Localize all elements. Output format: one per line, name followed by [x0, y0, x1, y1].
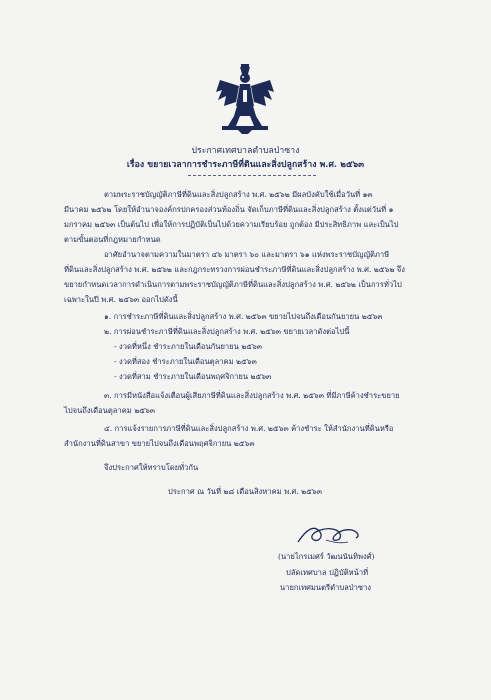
divider: [188, 175, 316, 176]
paragraph-line: เฉพาะในปี พ.ศ. ๒๕๖๓ ออกไปดังนี้: [64, 295, 178, 304]
announcement-issuer: ประกาศเทศบาลตำบลป่าซาง: [191, 146, 300, 156]
list-item: - งวดที่สอง ชำระภายในเดือนตุลาคม ๒๕๖๓: [114, 357, 257, 366]
list-item: - งวดที่สาม ชำระภายในเดือนพฤศจิกายน ๒๕๖๓: [114, 372, 272, 381]
paragraph-line: ตามขั้นตอนที่กฎหมายกำหนด: [64, 235, 161, 244]
signer-name: (นายไกรเมศร์ วัฒนนันทิพงศ์): [278, 552, 375, 561]
paragraph-line: อาศัยอำนาจตามความในมาตรา ๔๖ มาตรา ๖๐ และมาตรา ๖๑ แห่งพระราชบัญญัติภาษี: [104, 250, 390, 259]
signer-title: ปลัดเทศบาล ปฏิบัติหน้าที่: [286, 568, 369, 577]
list-item: สำนักงานที่ดินสาขา ขยายไปจนถึงเดือนพฤศจิกายน ๒๕๖๓: [64, 439, 255, 448]
list-item: ไปจนถึงเดือนตุลาคม ๒๕๖๓: [64, 406, 155, 415]
signature-icon: [296, 520, 362, 550]
signer-title: นายกเทศมนตรีตำบลป่าซาง: [280, 583, 372, 592]
closing-line: จึงประกาศให้ทราบโดยทั่วกัน: [104, 463, 199, 472]
garuda-emblem-icon: [216, 64, 274, 134]
paragraph-line: มีนาคม ๒๕๖๒ โดยให้อำนาจองค์กรปกครองส่วนท้องถิ่น จัดเก็บภาษีที่ดินและสิ่งปลูกสร้าง ตั้งแต่วันที่ ๑: [64, 205, 394, 214]
list-item: ๑. การชำระภาษีที่ดินและสิ่งปลูกสร้าง พ.ศ. ๒๕๖๓ ขยายไปจนถึงเดือนกันยายน ๒๕๖๓: [104, 312, 383, 321]
announcement-subject: เรื่อง ขยายเวลาการชำระภาษีที่ดินและสิ่งปลูกสร้าง พ.ศ. ๒๕๖๓: [126, 160, 365, 170]
paragraph-line: ที่ดินและสิ่งปลูกสร้าง พ.ศ. ๒๕๖๒ และกฎกระทรวงการผ่อนชำระภาษีที่ดินและสิ่งปลูกสร้าง พ.ศ. ๒๕๖๒ จึง: [64, 265, 405, 274]
list-item: ๔. การแจ้งรายการภาษีที่ดินและสิ่งปลูกสร้าง พ.ศ. ๒๕๖๓ ค้างชำระ ให้สำนักงานที่ดินหรือ: [104, 424, 394, 433]
paragraph-line: ตามพระราชบัญญัติภาษีที่ดินและสิ่งปลูกสร้าง พ.ศ. ๒๕๖๒ มีผลบังคับใช้เมื่อวันที่ ๑๓: [104, 190, 373, 199]
list-item: ๓. การมีหนังสือแจ้งเตือนผู้เสียภาษีที่ดินและสิ่งปลูกสร้าง พ.ศ. ๒๕๖๓ ที่มีภาษีค้างชำระขยาย: [104, 391, 400, 400]
date-line: ประกาศ ณ วันที่ ๒๘ เดือนสิงหาคม พ.ศ. ๒๕๖๓: [168, 487, 322, 496]
paragraph-line: ขยายกำหนดเวลาการดำเนินการตามพระราชบัญญัติภาษีที่ดินและสิ่งปลูกสร้าง พ.ศ. ๒๕๖๒ เป็นการทั่วไป: [64, 280, 402, 289]
list-item: ๒. การผ่อนชำระภาษีที่ดินและสิ่งปลูกสร้าง พ.ศ. ๒๕๖๓ ขยายเวลาดังต่อไปนี้: [104, 327, 350, 336]
paragraph-line: มกราคม ๒๕๖๓ เป็นต้นไป เพื่อให้การปฏิบัติเป็นไปด้วยความเรียบร้อย ถูกต้อง มีประสิทธิภาพ และเป็นไป: [64, 220, 399, 229]
list-item: - งวดที่หนึ่ง ชำระภายในเดือนกันยายน ๒๕๖๓: [114, 342, 263, 351]
